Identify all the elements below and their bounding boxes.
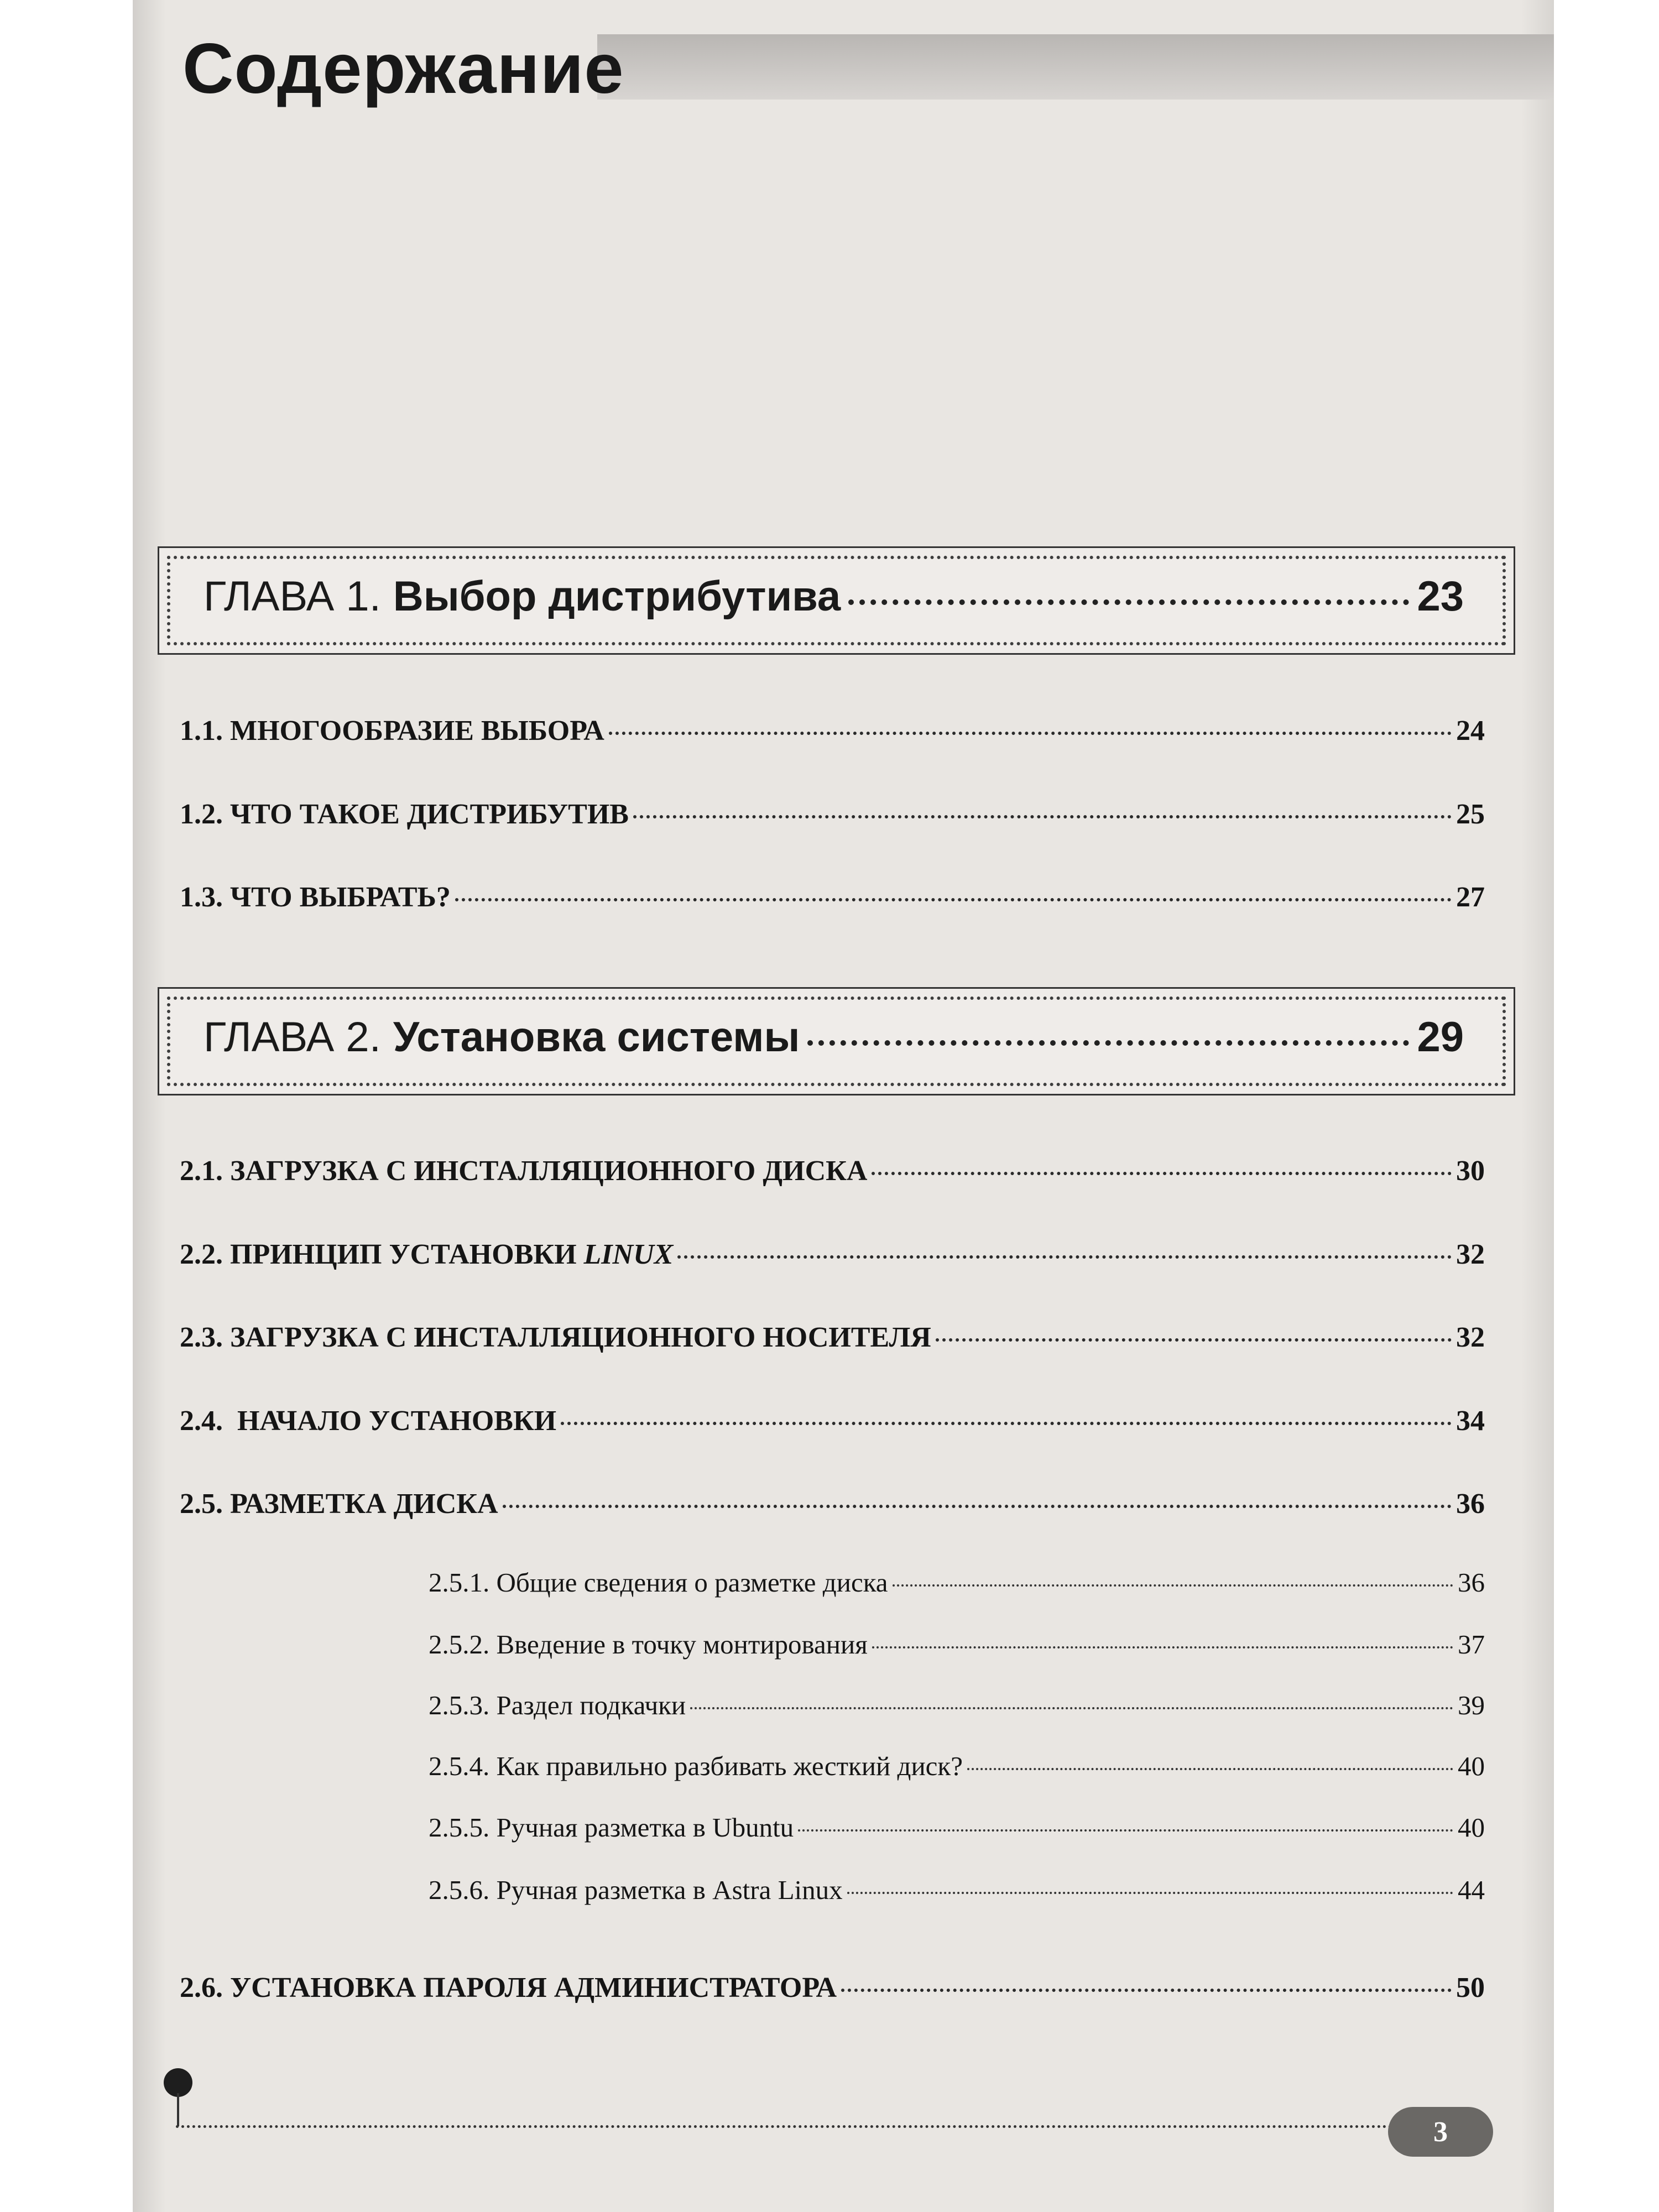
entry-page: 30	[1456, 1155, 1485, 1187]
entry-number: 2.5.5.	[429, 1812, 490, 1843]
toc-subentry-2-5-3[interactable]	[429, 1689, 1485, 1721]
entry-title: Введение в точку монтирования	[496, 1629, 868, 1660]
entry-number: 2.1.	[180, 1155, 223, 1187]
chapter-1-row	[204, 572, 1464, 620]
entry-title: ЧТО ВЫБРАТЬ?	[230, 881, 451, 913]
entry-title: ЗАГРУЗКА С ИНСТАЛЛЯЦИОННОГО НОСИТЕЛЯ	[230, 1322, 931, 1353]
entry-number: 2.2.	[180, 1239, 223, 1270]
chapter-title: Выбор дистрибутива	[393, 573, 841, 620]
leader-dots	[677, 1255, 1452, 1259]
entry-number: 2.3.	[180, 1322, 223, 1353]
leader-dots	[872, 1646, 1453, 1648]
entry-title: Ручная разметка в Ubuntu	[496, 1812, 794, 1843]
toc-entry-2-5[interactable]	[180, 1488, 1485, 1520]
toc-entry-2-3[interactable]	[180, 1321, 1485, 1354]
entry-page: 39	[1458, 1690, 1485, 1720]
toc-entry-1-2[interactable]	[180, 798, 1485, 831]
entry-number: 1.2.	[180, 799, 223, 830]
page-title: Содержание	[182, 29, 624, 108]
entry-title: Раздел подкачки	[496, 1690, 686, 1720]
entry-page: 37	[1458, 1629, 1485, 1660]
entry-number: 2.5.4.	[429, 1751, 490, 1781]
entry-number: 2.5.2.	[429, 1629, 490, 1660]
entry-page: 40	[1458, 1751, 1485, 1781]
leader-dots	[872, 1172, 1452, 1175]
chapter-2-box[interactable]	[158, 987, 1515, 1095]
toc-subentry-2-5-5[interactable]	[429, 1812, 1485, 1843]
header-decoration-bar	[597, 34, 1554, 100]
page-number-badge	[1388, 2107, 1493, 2157]
entry-page: 32	[1456, 1322, 1485, 1353]
chapter-page: 23	[1417, 573, 1464, 620]
chapter-2-row	[204, 1013, 1464, 1061]
footer-stem	[177, 2093, 179, 2126]
leader-dots	[893, 1584, 1453, 1587]
entry-number: 1.1.	[180, 715, 223, 747]
entry-number: 2.5.3.	[429, 1690, 490, 1720]
toc-entry-2-1[interactable]	[180, 1155, 1485, 1187]
entry-number: 2.5.1.	[429, 1567, 490, 1598]
leader-dots	[609, 732, 1452, 735]
entry-title: Ручная разметка в Astra Linux	[496, 1875, 843, 1905]
toc-entry-2-6[interactable]	[180, 1971, 1485, 2004]
entry-page: 36	[1456, 1488, 1485, 1520]
page-shadow-left	[133, 0, 166, 2212]
toc-subentry-2-5-2[interactable]	[429, 1629, 1485, 1660]
leader-dots	[561, 1422, 1452, 1425]
leader-dots	[967, 1768, 1453, 1770]
entry-page: 25	[1456, 799, 1485, 830]
toc-entry-1-3[interactable]	[180, 881, 1485, 914]
entry-title: ЧТО ТАКОЕ ДИСТРИБУТИВ	[230, 799, 629, 830]
entry-page: 36	[1458, 1567, 1485, 1598]
toc-subentry-2-5-6[interactable]	[429, 1874, 1485, 1906]
entry-title: УСТАНОВКА ПАРОЛЯ АДМИНИСТРАТОРА	[230, 1972, 837, 2004]
entry-number: 1.3.	[180, 881, 223, 913]
leader-dots	[936, 1338, 1452, 1342]
page-number: 3	[1433, 2116, 1448, 2148]
footer-dotted-rule	[176, 2125, 1392, 2128]
entry-number: 2.5.	[180, 1488, 223, 1520]
entry-title: НАЧАЛО УСТАНОВКИ	[237, 1405, 557, 1437]
entry-page: 32	[1456, 1239, 1485, 1270]
entry-page: 40	[1458, 1812, 1485, 1843]
chapter-page: 29	[1417, 1014, 1464, 1061]
leader-dots	[847, 1892, 1453, 1894]
entry-number: 2.4.	[180, 1405, 223, 1437]
leader-dots	[807, 1040, 1409, 1046]
toc-entry-1-1[interactable]	[180, 714, 1485, 747]
toc-subentry-2-5-1[interactable]	[429, 1567, 1485, 1598]
leader-dots	[455, 898, 1452, 901]
toc-subentry-2-5-4[interactable]	[429, 1750, 1485, 1782]
leader-dots	[848, 599, 1409, 605]
toc-entry-2-4[interactable]	[180, 1405, 1485, 1437]
entry-page: 50	[1456, 1972, 1485, 2004]
leader-dots	[798, 1829, 1453, 1832]
entry-title: МНОГООБРАЗИЕ ВЫБОРА	[230, 715, 604, 747]
leader-dots	[503, 1505, 1452, 1508]
entry-page: 34	[1456, 1405, 1485, 1437]
entry-title: РАЗМЕТКА ДИСКА	[230, 1488, 498, 1520]
entry-page: 24	[1456, 715, 1485, 747]
entry-page: 27	[1456, 881, 1485, 913]
toc-entry-2-2[interactable]	[180, 1238, 1485, 1271]
entry-title: Общие сведения о разметке диска	[496, 1567, 888, 1598]
page-shadow-right	[1521, 0, 1554, 2212]
entry-number: 2.5.6.	[429, 1875, 490, 1905]
leader-dots	[690, 1707, 1453, 1709]
chapter-label: ГЛАВА 1.	[204, 573, 381, 620]
leader-dots	[633, 815, 1452, 818]
chapter-title: Установка системы	[393, 1014, 800, 1061]
chapter-label: ГЛАВА 2.	[204, 1014, 381, 1061]
entry-title: ПРИНЦИП УСТАНОВКИ	[230, 1239, 577, 1270]
entry-title: Как правильно разбивать жесткий диск?	[496, 1751, 963, 1781]
entry-number: 2.6.	[180, 1972, 223, 2004]
leader-dots	[841, 1989, 1452, 1992]
entry-title: ЗАГРУЗКА С ИНСТАЛЛЯЦИОННОГО ДИСКА	[230, 1155, 868, 1187]
chapter-1-box[interactable]	[158, 546, 1515, 655]
entry-page: 44	[1458, 1875, 1485, 1905]
entry-title-italic: LINUX	[583, 1239, 674, 1270]
